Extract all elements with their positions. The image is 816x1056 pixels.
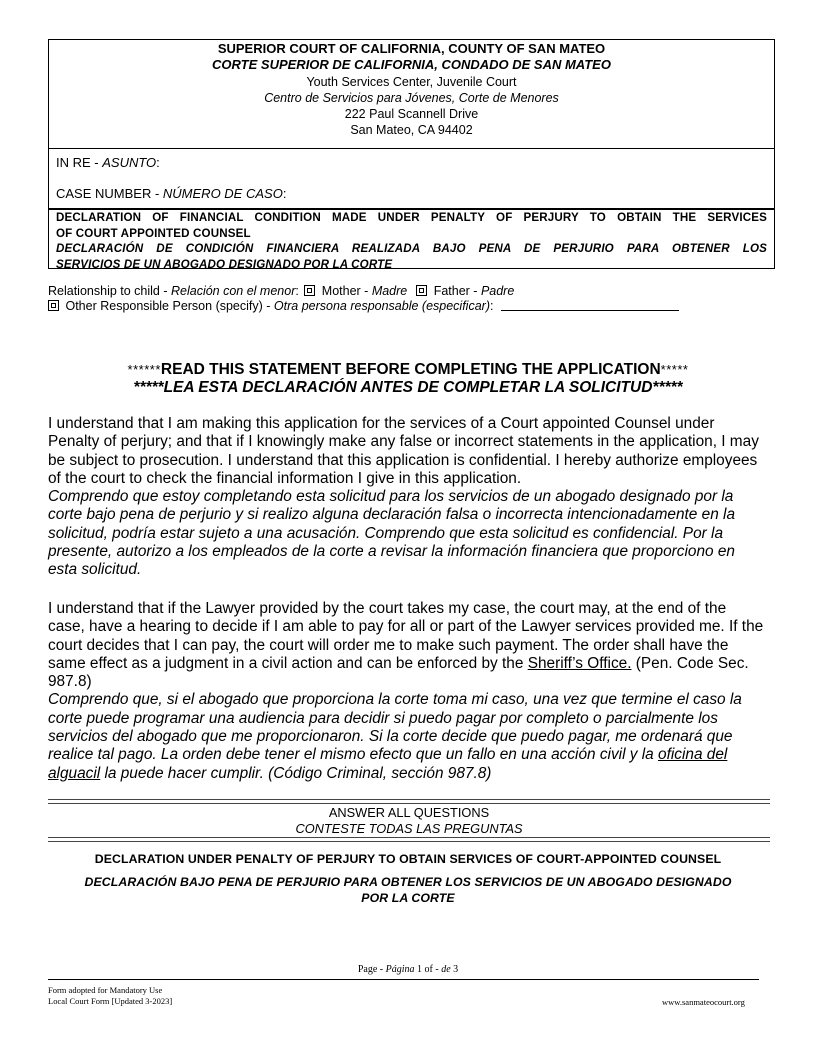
case-number-field[interactable]: CASE NUMBER - NÚMERO DE CASO: [56, 186, 287, 201]
declaration-en: DECLARATION UNDER PENALTY OF PERJURY TO OBTAIN SERVICES OF COURT-APPOINTED COUNSEL [94, 852, 722, 866]
center-en: Youth Services Center, Juvenile Court [306, 74, 517, 89]
footer-rule [48, 979, 759, 980]
sheriff-office-link: Sheriff’s Office. [527, 654, 632, 672]
page-indicator: Page - Página 1 of - de 3 [357, 964, 459, 975]
declaration-es-line2: POR LA CORTE [361, 890, 455, 905]
father-label: Father - Padre [433, 284, 515, 298]
court-name-es: CORTE SUPERIOR DE CALIFORNIA, CONDADO DE SAN MATEO [212, 57, 611, 73]
mother-label: Mother - Madre [321, 284, 408, 298]
payment-paragraph [48, 600, 766, 783]
answer-all-text: ANSWER ALL QUESTIONS CONTESTE TODAS LAS PREGUNTAS [295, 805, 523, 836]
form-title [49, 208, 774, 269]
paragraph-1-es: Comprendo que estoy completando esta solicitud para los servicios de un abogado designado por la corte bajo pena de perjurio y si realizo alguna declaración falsa o incorrecta intencionadamente en la solicitud, podría estar sujeto a una acusación. Comprendo que esta solicitud es confidencial. Por la presente, autorizo a los empleados de la corte a revisar la información financiera que proporciono en esta solicitud. [48, 488, 736, 579]
confidentiality-paragraph [48, 415, 766, 580]
court-info [49, 40, 774, 149]
relationship-row-2 [48, 299, 679, 314]
paragraph-2-en: I understand that if the Lawyer provided by the court takes my case, the court may, at the end of the case, have a hearing to decide if I am able to pay for all or part of the Lawyer services provided me. If the court decides that I can pay, the court will order me to make such payment. The order shall have the same effect as a judgment in a civil action and can be enforced by the Sheriff’s Office. (Pen. Code Sec. 987.8) [48, 600, 764, 691]
oficina-alguacil-link: oficina del alguacil [48, 746, 728, 782]
in-re-field[interactable]: IN RE - ASUNTO: [56, 155, 160, 170]
case-fields [49, 148, 774, 208]
court-website: www.sanmateocourt.org [662, 997, 745, 1007]
center-es: Centro de Servicios para Jóvenes, Corte de Menores [264, 90, 559, 105]
mother-checkbox[interactable] [304, 285, 315, 296]
case-header-box [48, 39, 775, 269]
court-name-en: SUPERIOR COURT OF CALIFORNIA, COUNTY OF SAN MATEO [217, 41, 606, 56]
title-en-line1: DECLARATION OF FINANCIAL CONDITION MADE UNDER PENALTY OF PERJURY TO OBTAIN THE SERVICES [56, 211, 767, 224]
father-checkbox[interactable] [416, 285, 427, 296]
relationship-row-1: Relationship to child - Relación con el menor: Mother - Madre Father - Padre [48, 284, 515, 298]
other-person-label: Other Responsible Person (specify) - Otra persona responsable (especificar): [65, 299, 494, 313]
title-es-line2: SERVICIOS DE UN ABOGADO DESIGNADO POR LA CORTE [56, 257, 393, 271]
bottom-double-rule [48, 837, 770, 842]
city-address: San Mateo, CA 94402 [350, 123, 473, 138]
title-en-line2: OF COURT APPOINTED COUNSEL [56, 226, 251, 240]
street-address: 222 Paul Scannell Drive [344, 107, 479, 122]
relationship-section [48, 284, 679, 314]
form-info: Form adopted for Mandatory Use Local Court Form [Updated 3-2023] [48, 985, 173, 1006]
other-person-checkbox[interactable] [48, 300, 59, 311]
other-person-specify-field[interactable] [501, 299, 679, 311]
declaration-heading [48, 852, 768, 906]
read-statement-heading [48, 361, 768, 397]
paragraph-2-es: Comprendo que, si el abogado que proporciona la corte toma mi caso, una vez que termine el caso la corte puede programar una audiencia para decidir si puedo pagar por completo o parcialmente los servicios del abogado que me proporcionaron. Si la corte decide que puedo pagar, me ordenará que realice tal pago. La orden debe tener el mismo efecto que un fallo en una acción civil y la oficina del alguacil la puede hacer cumplir. (Código Criminal, sección 987.8) [48, 691, 742, 782]
paragraph-1-en: I understand that I am making this application for the services of a Court appointed Counsel under Penalty of perjury; and that if I knowingly make any false or incorrect statements in the application, I may be subject to prosecution. I understand that this application is confidential. I hereby authorize employees of the court to check the financial information I give in this application. [48, 415, 759, 487]
title-es-line1: DECLARACIÓN DE CONDICIÓN FINANCIERA REALIZADA BAJO PENA DE PERJURIO PARA OBTENER LOS [56, 242, 767, 256]
read-statement-en: ******READ THIS STATEMENT BEFORE COMPLETING THE APPLICATION***** [127, 361, 689, 378]
read-statement-es: *****LEA ESTA DECLARACIÓN ANTES DE COMPLETAR LA SOLICITUD***** [133, 379, 683, 396]
declaration-es-line1: DECLARACIÓN BAJO PENA DE PERJURIO PARA OBTENER LOS SERVICIOS DE UN ABOGADO DESIGNADO [84, 875, 732, 890]
answer-all-banner [48, 799, 770, 842]
